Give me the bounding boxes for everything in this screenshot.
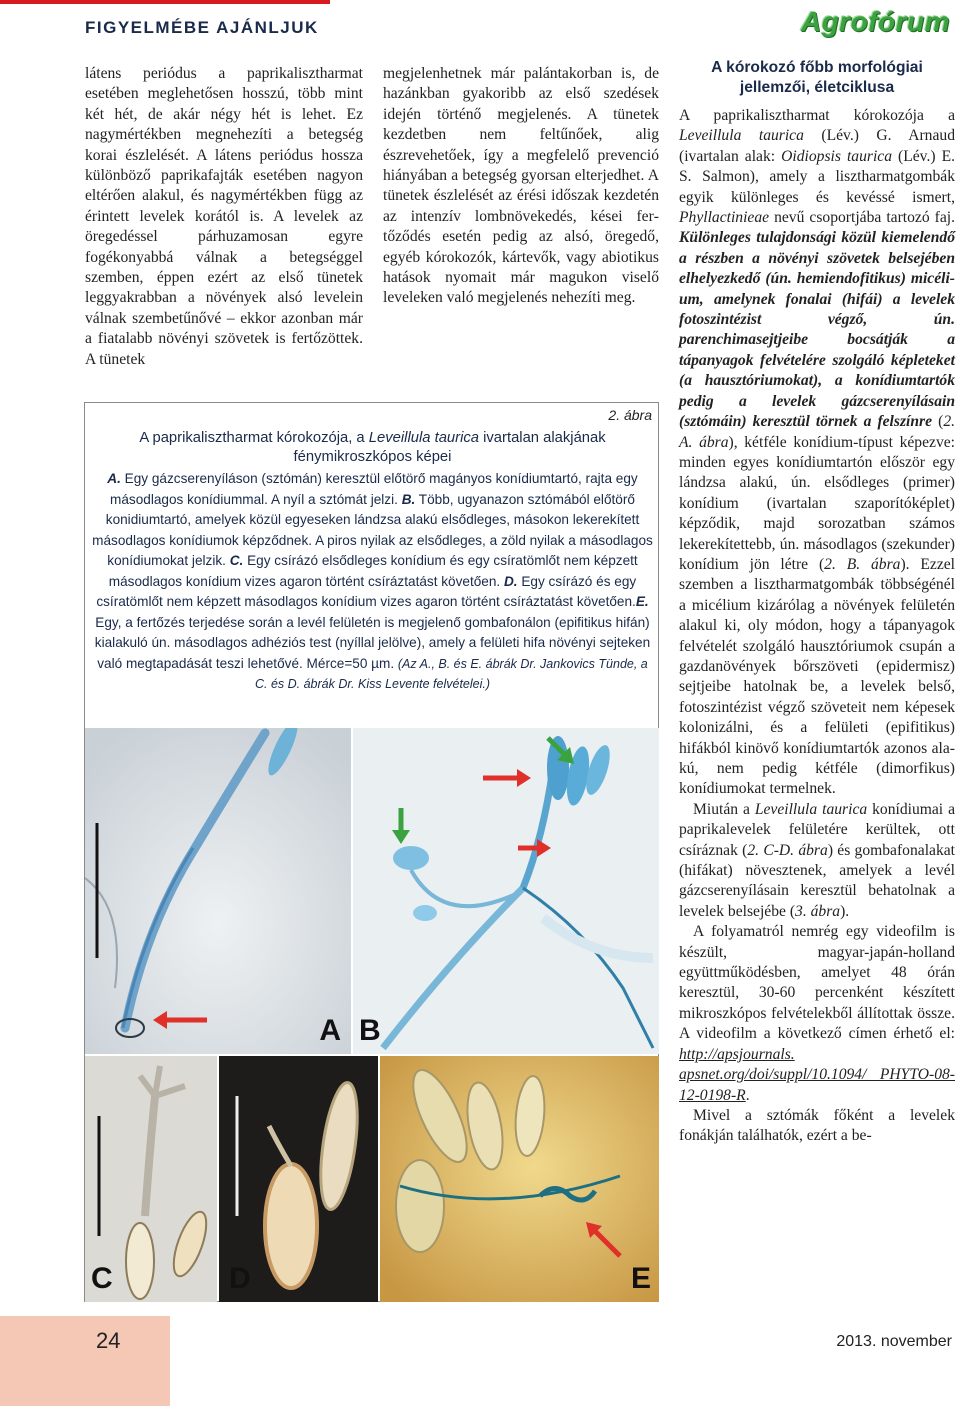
text-column-3 xyxy=(679,59,956,1147)
column-3-paragraph-2: Miután a Leveillula taurica konídiumai a paprikalevelek felületére kerültek, ott csíráznak (2. C-D. ábra) és gombafonalakat (hifákat) növesztenek, amelyek a levél gázcserenyílásain keresztül behatolnak a levelek belsejébe (3. ábra). xyxy=(679,800,955,920)
figure-title: A paprikalisztharmat kórokozója, a Leveillula taurica ivartalan alakjának fénymikroszkópos képei xyxy=(139,430,606,465)
page-number: 24 xyxy=(96,1328,121,1353)
issue-date: 2013. november xyxy=(836,1333,952,1350)
figure-caption: A. Egy gázcserenyíláson (sztómán) keresztül előtörő magányos konídiumtartó, rajta egy másodlagos konídiummal. A nyíl a sztómát jelzi. B. Több, ugyanazon sztómából előtörő konidiumtartó, amelyek közül egyeseken lándzsa alakú elsődleges, másokon lekerekített másodlagos konídiumok képződnek. A piros nyilak az elsődleges, a zöld nyilak a másodlagos konídiumokat jelzik. C. Egy csírázó elsődleges konídium és egy csíratömlőt nem képzett másodlagos konídium vizes agaron történt csíráztatást követően. D. Egy csírázó és egy csíratömlőt nem képzett másodlagos konídium vizes agaron történt csíráztatást követően.E. Egy, a fertőzés terjedése során a levél felületén is megjelenő gombafonálon (epifitikus hifán) kialakuló ún. másodlagos adhéziós test (nyíllal jelölve), amely a felületi hifa növényi sejteken való megtapadását teszi lehetővé. Mérce=50 µm. (Az A., B. és E. ábrák Dr. Jankovics Tünde, a C. és D. ábrák Dr. Kiss Levente felvételei.) xyxy=(92,471,653,691)
column-2-paragraph: megjelenhetnek már palántakorban is, de hazánkban gyakoribb az első szedések idején történő megjelenés. A tünetek kezdetben nem feltűnőek, alig észrevehetőek, így a megfelelő prevenció hiányában a betegség gyorsan elterjedhet. A tünetek észlelését az érési időszak kezdetén az intenzív lombnövekedés, kései fertőződés esetén pedig az alsó, öregedő, egyéb kórokozók, kártevők, vagy abiotikus hatások nyomait már magukon viselő leveleken való megjelenés nehezíti meg. xyxy=(383,65,659,307)
photo-e-adhesion-body xyxy=(380,1056,659,1302)
text-column-2 xyxy=(383,64,659,309)
figure-number: 2. ábra xyxy=(608,407,652,423)
photo-a-conidiophore xyxy=(85,728,351,1054)
photo-d-conidia xyxy=(219,1056,378,1302)
photo-label-a: A xyxy=(319,1014,341,1047)
header-accent-bar xyxy=(0,0,330,4)
footer-color-box xyxy=(0,1316,170,1406)
section-label: FIGYELMÉBE AJÁNLJUK xyxy=(85,18,319,37)
photo-label-e: E xyxy=(630,1262,651,1295)
photo-label-c: C xyxy=(91,1262,113,1295)
column-3-paragraph-3: A folyamatról nemrég egy videofilm is készült, magyar-japán-holland együttműködésben, amelyet 48 órán keresztül, 30-60 percenként készített mikroszkópos felvételekből állítottak össze. A videofilm a következő címen érhető el: http://apsjournals. apsnet.org/doi/suppl/10.1094/ PHYTO-08-12-0198-R. xyxy=(679,923,955,1104)
video-link[interactable]: http://apsjournals. apsnet.org/doi/suppl/10.1094/ PHYTO-08-12-0198-R xyxy=(679,1045,955,1104)
photo-c-germinating-conidium xyxy=(85,1056,217,1302)
photo-label-b: B xyxy=(359,1014,381,1047)
magazine-logo: Agrofórum xyxy=(800,6,950,37)
figure-credit: (Az A., B. és E. ábrák Dr. Jankovics Tünde, a C. és D. ábrák Dr. Kiss Levente felvételei.) xyxy=(254,656,648,691)
text-column-1 xyxy=(85,64,363,370)
column-1-paragraph: látens periódus a paprikalisztharmat esetében meglehetősen hosszú, több mint két hét, de akár négy hét is lehet. Ez nagymértékben megnehezíti a betegség korai észlelését. A látens periódus hossza különböző paprikafajták esetében nagyon eltérően alakul, és nagymértékben függ az érintett levelek korától is. A levelek az öregedéssel párhuzamosan egyre fogékonyabbá válnak a betegséggel szemben, éppen ezért az első tünetek leggyakrabban a növények alsó levelein válnak szembetűnővé – ekkor azonban már a fiatalabb növényi szövetek is fertőzöttek. A tünetek xyxy=(85,65,363,368)
photo-label-d: D xyxy=(229,1262,251,1295)
column-3-paragraph-4: Mivel a sztómák főként a levelek fonákján találhatók, ezért a be- xyxy=(679,1106,955,1145)
photo-b-conidiophores xyxy=(353,728,659,1054)
section-heading: A kórokozó főbb morfológiai jellemzői, életciklusa xyxy=(711,59,923,96)
column-3-paragraph-1: A paprikalisztharmat kórokozója a Leveillula taurica (Lév.) G. Arnaud (ivartalan alak: Oidiopsis taurica (Lév.) E. S. Salmon), amely a lisztharmatgombák egyik különleges és kevéssé ismert, Phyllactinieae nevű csoportjába tartozó faj. Különleges tulajdonsági közül kiemelendő a részben a növényi szövetek belsejében elhelyezkedő (ún. hemiendofitikus) micélium, amelynek fonalai (hifái) a levelek fotoszintézist végző, ún. parenchimasejtjeibe bocsátják a tápanyagok felvételére szolgáló képleteket (a hausztóriumokat), a konídiumtartók pedig a levelek gázcserenyílásain (sztómáin) keresztül törnek a felszínre (2. A. ábra), kétféle konídium-típust képezve: minden egyes konídiumtartón először egy lándzsa alakú, ún. elsődleges (primer) konídium (ivartalan szaporítóképlet) képződik, majd sorozatban számos lekerekítettebb, ún. másodlagos (szekunder) konídium jön létre (2. B. ábra). Ezzel szemben a lisztharmatgombák többségénél a micélium kizárólag a növények felületén alakul ki, oly módon, hogy a tápanyagok felvételét szolgáló hausztóriumok csupán a gazdanövények bőrszöveti (epidermisz) sejtjeibe hatolnak be, a levelek belső, fotoszintézist végző szöveteit nem képesek kolonizálni, és a felületi (epifitikus) hifákból kinövő konídiumtartók azonos alakú, nem pedig kétféle (dimorfikus) konídiumokat termelnek. xyxy=(679,107,956,798)
